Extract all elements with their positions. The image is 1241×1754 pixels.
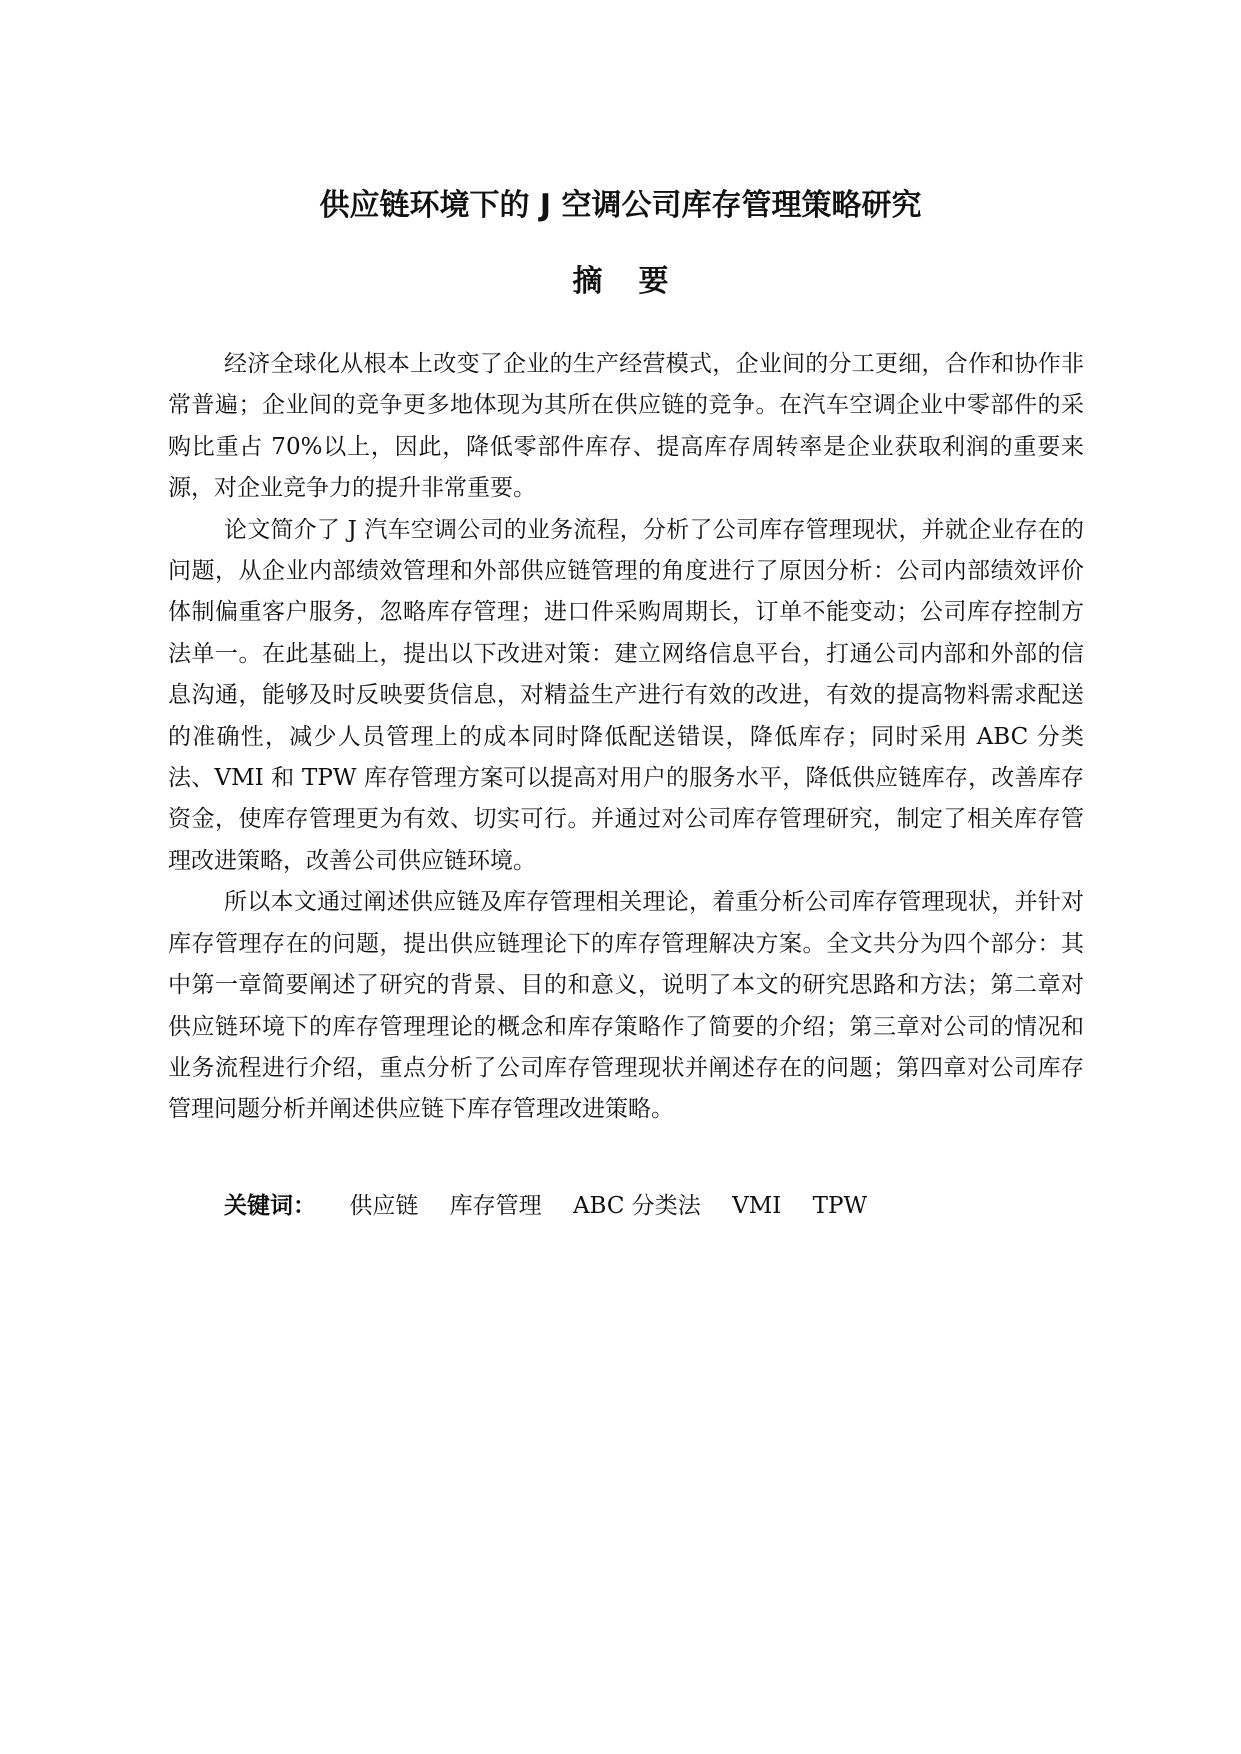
keyword-item: ABC 分类法 bbox=[572, 1193, 701, 1219]
abstract-body bbox=[168, 344, 1084, 1131]
abstract-heading: 摘要 bbox=[572, 264, 705, 299]
abstract-paragraph-1: 经济全球化从根本上改变了企业的生产经营模式，企业间的分工更细，合作和协作非常普遍；企业间的竞争更多地体现为其所在供应链的竞争。在汽车空调企业中零部件的采购比重占 70%以上，因此，降低零部件库存、提高库存周转率是企业获取利润的重要来源，对企业竞争力的提升非常重要。 bbox=[168, 351, 1084, 502]
keyword-item: 库存管理 bbox=[449, 1193, 542, 1219]
keyword-item: TPW bbox=[812, 1193, 868, 1219]
keyword-item: VMI bbox=[732, 1193, 782, 1219]
abstract-paragraph-3: 所以本文通过阐述供应链及库存管理相关理论，着重分析公司库存管理现状，并针对库存管理存在的问题，提出供应链理论下的库存管理解决方案。全文共分为四个部分：其中第一章简要阐述了研究的背景、目的和意义，说明了本文的研究思路和方法；第二章对供应链环境下的库存管理理论的概念和库存策略作了简要的介绍；第三章对公司的情况和业务流程进行介绍，重点分析了公司库存管理现状并阐述存在的问题；第四章对公司库存管理问题分析并阐述供应链下库存管理改进策略。 bbox=[168, 889, 1084, 1123]
keywords-line bbox=[224, 1186, 891, 1226]
paper-title: 供应链环境下的 J 空调公司库存管理策略研究 bbox=[319, 188, 922, 223]
abstract-paragraph-2: 论文简介了 J 汽车空调公司的业务流程，分析了公司库存管理现状，并就企业存在的问题，从企业内部绩效管理和外部供应链管理的角度进行了原因分析：公司内部绩效评价体制偏重客户服务，忽略库存管理；进口件采购周期长，订单不能变动；公司库存控制方法单一。在此基础上，提出以下改进对策：建立网络信息平台，打通公司内部和外部的信息沟通，能够及时反映要货信息，对精益生产进行有效的改进，有效的提高物料需求配送的准确性，减少人员管理上的成本同时降低配送错误，降低库存；同时采用 ABC 分类法、VMI 和 TPW 库存管理方案可以提高对用户的服务水平，降低供应链库存，改善库存资金，使库存管理更为有效、切实可行。并通过对公司库存管理研究，制定了相关库存管理改进策略，改善公司供应链环境。 bbox=[168, 516, 1084, 874]
keyword-item: 供应链 bbox=[349, 1193, 419, 1219]
keywords-label: 关键词： bbox=[224, 1193, 316, 1219]
